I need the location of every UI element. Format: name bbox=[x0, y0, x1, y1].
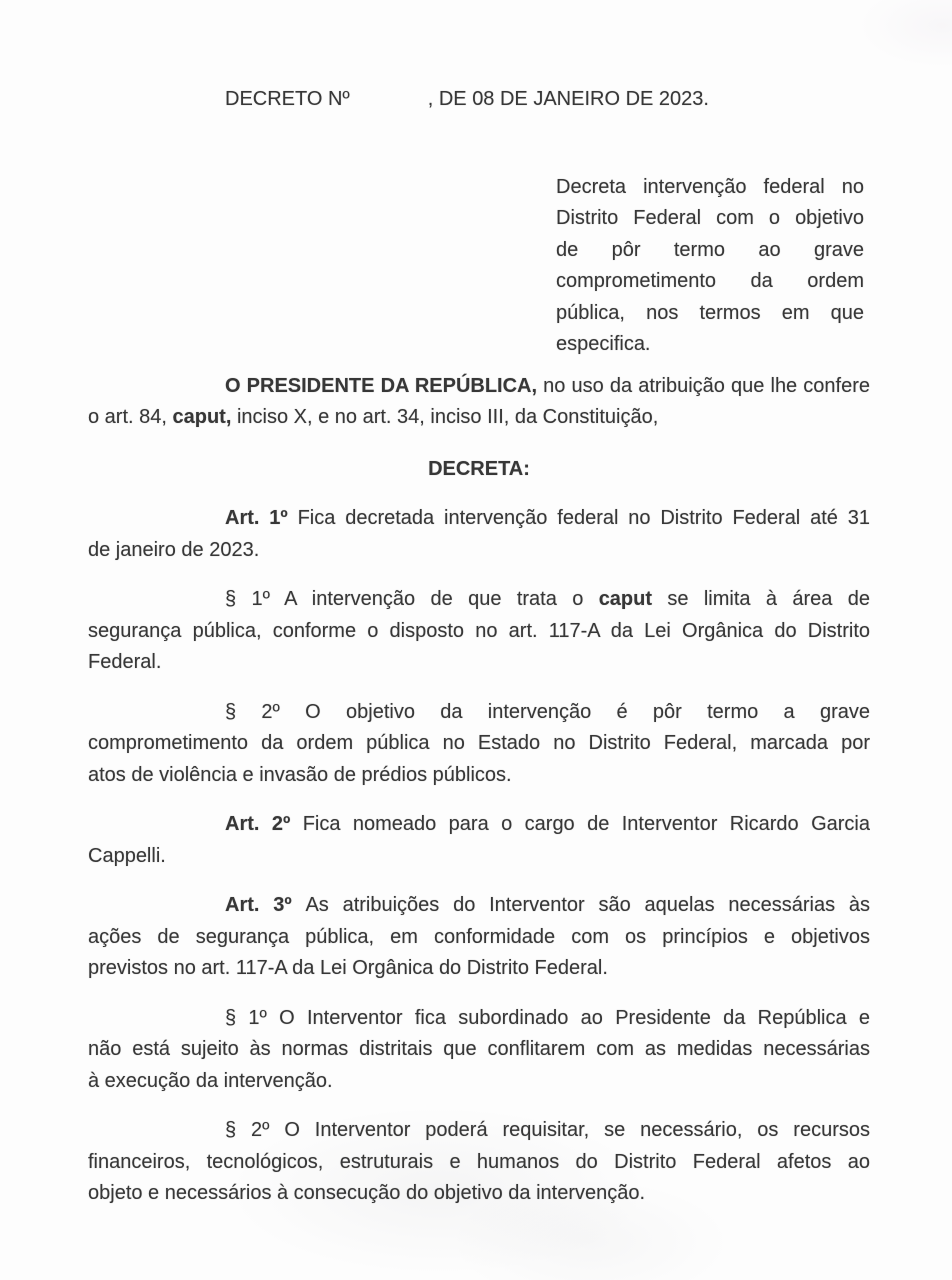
article-line bbox=[88, 616, 870, 648]
text-segment: § 1º A intervenção de que trata o bbox=[225, 588, 599, 610]
text-segment: Fica decretada intervenção federal no Distrito Federal até 31 bbox=[297, 507, 870, 529]
text-segment: no uso da atribuição que lhe confere bbox=[537, 374, 870, 397]
ementa-line bbox=[556, 329, 864, 361]
text-segment: § 1º O Interventor fica subordinado ao Presidente da República e bbox=[225, 1006, 870, 1029]
text-segment: Distrito Federal com o objetivo bbox=[556, 207, 864, 229]
text-segment: comprometimento da ordem pública no Estado no Distrito Federal, marcada por bbox=[88, 732, 870, 754]
article-line bbox=[88, 1115, 870, 1147]
text-segment: de pôr termo ao grave bbox=[556, 238, 864, 261]
text-segment: inciso X, e no art. 34, inciso III, da Constituição, bbox=[231, 406, 659, 428]
article-line bbox=[88, 809, 870, 841]
ementa-line bbox=[556, 298, 864, 330]
article-line bbox=[88, 1003, 870, 1035]
article-paragraph bbox=[88, 503, 870, 566]
text-segment: o art. 84, bbox=[88, 406, 173, 428]
text-segment: previstos no art. 117-A da Lei Orgânica do Distrito Federal. bbox=[88, 957, 608, 979]
text-segment: Fica nomeado para o cargo de Interventor Ricardo Garcia bbox=[302, 813, 870, 835]
ementa-line bbox=[556, 266, 864, 298]
article-paragraph bbox=[88, 890, 870, 985]
text-segment: especifica. bbox=[556, 333, 651, 355]
article-paragraph bbox=[88, 584, 870, 679]
text-segment: Art. 2º bbox=[225, 813, 303, 835]
text-segment: caput, bbox=[172, 406, 232, 428]
preamble-line bbox=[88, 371, 870, 403]
article-paragraph bbox=[88, 697, 870, 792]
text-segment: O PRESIDENTE DA REPÚBLICA, bbox=[225, 374, 538, 397]
article-line bbox=[88, 841, 870, 873]
article-line bbox=[88, 1034, 870, 1066]
text-segment: não está sujeito às normas distritais que conflitarem com as medidas necessárias bbox=[88, 1038, 870, 1060]
decree-title-label: DECRETO Nº bbox=[225, 88, 350, 110]
article-paragraph bbox=[88, 1115, 870, 1210]
preamble bbox=[88, 371, 870, 434]
text-segment: financeiros, tecnológicos, estruturais e humanos do Distrito Federal afetos ao bbox=[88, 1150, 870, 1173]
text-segment: § 2º O Interventor poderá requisitar, se necessário, os recursos bbox=[225, 1119, 870, 1141]
text-segment: ações de segurança pública, em conformidade com os princípios e objetivos bbox=[88, 925, 870, 948]
text-segment: As atribuições do Interventor são aquelas necessárias às bbox=[305, 894, 870, 916]
article-line bbox=[88, 697, 870, 729]
ementa-line bbox=[556, 203, 864, 235]
article-line bbox=[88, 647, 870, 679]
text-segment: objeto e necessários à consecução do objetivo da intervenção. bbox=[88, 1182, 646, 1204]
text-segment: de janeiro de 2023. bbox=[88, 538, 260, 561]
text-segment: segurança pública, conforme o disposto no art. 117-A da Lei Orgânica do Distrito bbox=[88, 619, 870, 642]
preamble-line bbox=[88, 402, 870, 434]
text-segment: comprometimento da ordem bbox=[556, 270, 864, 292]
decree-title bbox=[88, 84, 870, 116]
article-paragraph bbox=[88, 809, 870, 872]
decreta-heading: DECRETA: bbox=[428, 457, 530, 480]
ementa-line bbox=[556, 235, 864, 267]
text-segment: § 2º O objetivo da intervenção é pôr termo a grave bbox=[225, 700, 870, 723]
decree-title-date: , DE 08 DE JANEIRO DE 2023. bbox=[427, 88, 709, 110]
text-segment: Decreta intervenção federal no bbox=[556, 175, 864, 198]
text-segment: Art. 1º bbox=[225, 507, 298, 529]
article-line bbox=[88, 584, 870, 616]
text-segment: caput bbox=[598, 588, 653, 610]
ementa-summary bbox=[556, 172, 864, 361]
article-paragraph bbox=[88, 1003, 870, 1098]
article-line bbox=[88, 535, 870, 567]
articles-body bbox=[88, 503, 870, 1210]
article-line bbox=[88, 890, 870, 922]
article-line bbox=[88, 760, 870, 792]
ementa-line bbox=[556, 172, 864, 204]
article-line bbox=[88, 953, 870, 985]
text-segment: Cappelli. bbox=[88, 844, 166, 867]
article-line bbox=[88, 728, 870, 760]
text-segment: à execução da intervenção. bbox=[88, 1069, 333, 1092]
article-line bbox=[88, 1147, 870, 1179]
text-segment: Art. 3º bbox=[225, 894, 306, 916]
text-segment: atos de violência e invasão de prédios públicos. bbox=[88, 763, 512, 786]
article-line bbox=[88, 1066, 870, 1098]
text-segment: pública, nos termos em que bbox=[556, 301, 864, 324]
text-segment: Federal. bbox=[88, 651, 162, 673]
article-line bbox=[88, 922, 870, 954]
text-segment: se limita à área de bbox=[652, 588, 870, 610]
article-line bbox=[88, 503, 870, 535]
article-line bbox=[88, 1178, 870, 1210]
